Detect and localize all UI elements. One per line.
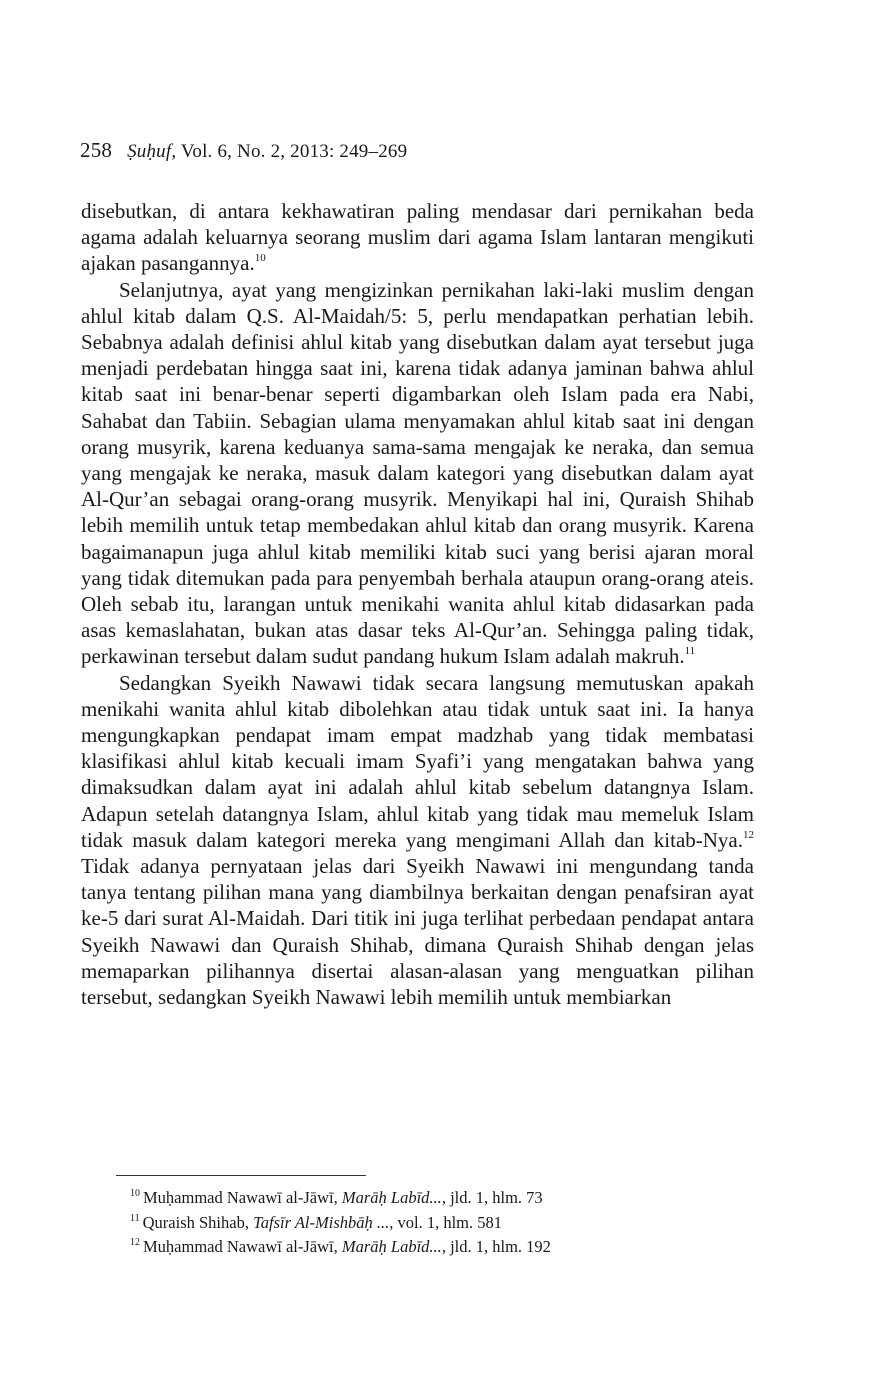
paragraph-1 bbox=[81, 198, 754, 277]
footnote-author: Quraish Shihab, bbox=[142, 1212, 249, 1232]
footnote-number: 11 bbox=[130, 1212, 140, 1224]
paragraph-2 bbox=[81, 277, 754, 670]
footnote-ref-11[interactable]: 11 bbox=[684, 645, 696, 658]
page-number: 258 bbox=[80, 138, 113, 162]
footnote-locator: , jld. 1, hlm. 192 bbox=[441, 1237, 551, 1256]
paragraph-text: Sedangkan Syeikh Nawawi tidak secara langsung memutuskan apakah menikahi wanita ahlul kitab dibolehkan atau tidak untuk saat ini. Ia hanya mengungkapkan pendapat imam empat madzhab yang tidak membatasi klasifikasi ahlul kitab kecuali imam Syafi’i yang mengatakan bahwa yang dimaksudkan dalam ayat ini adalah ahlul kitab sebelum datangnya Islam. Adapun setelah datangnya Islam, ahlul kitab yang tidak mau memeluk Islam tidak masuk dalam kategori mereka yang mengimani Allah dan kitab-Nya. bbox=[81, 670, 754, 852]
issue-info: Vol. 6, No. 2, 2013: 249–269 bbox=[180, 141, 408, 162]
paragraph-3 bbox=[81, 670, 754, 1011]
paragraph-text: Selanjutnya, ayat yang mengizinkan pernikahan laki-laki muslim dengan ahlul kitab dalam Q.S. Al-Maidah/5: 5, perlu mendapatkan perhatian lebih. Sebabnya adalah definisi ahlul kitab yang disebutkan dalam ayat tersebut juga menjadi perdebatan hingga saat ini, karena tidak adanya jaminan bahwa ahlul kitab saat ini benar-benar seperti digambarkan oleh Islam pada era Nabi, Sahabat dan Tabiin. Sebagian ulama menyamakan ahlul kitab saat ini dengan orang musyrik, karena keduanya sama-sama mengajak ke neraka, dan semua yang mengajak ke neraka, masuk dalam kategori yang disebutkan dalam ayat Al-Qur’an sebagai orang-orang musyrik. Menyikapi hal ini, Quraish Shihab lebih memilih untuk tetap membedakan ahlul kitab dan orang musyrik. Karena bagaimanapun juga ahlul kitab memiliki kitab suci yang berisi ajaran moral yang tidak ditemukan pada para penyembah berhala ataupun orang-orang ateis. Oleh sebab itu, larangan untuk menikahi wanita ahlul kitab didasarkan pada asas kemaslahatan, bukan atas dasar teks Al-Qur’an. Sehingga paling tidak, perkawinan tersebut dalam sudut pandang hukum Islam adalah makruh. bbox=[81, 277, 754, 669]
footnote-number: 12 bbox=[130, 1237, 140, 1248]
footnote-number: 10 bbox=[130, 1188, 140, 1199]
footnote-ref-10[interactable]: 10 bbox=[254, 252, 266, 265]
footnote-title: Marāḥ Labīd... bbox=[341, 1188, 442, 1207]
body-text bbox=[81, 198, 754, 1010]
paragraph-text-continued: Tidak adanya pernyataan jelas dari Syeikh Nawawi ini mengundang tanda tanya tentang pilihan mana yang diambilnya berkaitan dengan penafsiran ayat ke-5 dari surat Al-Maidah. Dari titik ini juga terlihat perbedaan pendapat antara Syeikh Nawawi dan Quraish Shihab, dimana Quraish Shihab dengan jelas memaparkan pilihannya disertai alasan-alasan yang menguatkan pilihan tersebut, sedangkan Syeikh Nawawi lebih memilih untuk membiarkan bbox=[81, 854, 754, 1010]
running-head bbox=[80, 138, 407, 163]
footnotes bbox=[130, 1186, 750, 1260]
footnote-10 bbox=[130, 1186, 750, 1211]
journal-title: Ṣuḥuf, bbox=[127, 141, 177, 162]
footnote-12 bbox=[130, 1235, 750, 1260]
footnote-ref-12[interactable]: 12 bbox=[743, 828, 754, 841]
footnote-11 bbox=[130, 1211, 750, 1236]
footnote-title: Marāḥ Labīd... bbox=[341, 1237, 442, 1256]
footnote-author: Muḥammad Nawawī al-Jāwī, bbox=[143, 1237, 338, 1256]
paragraph-text: disebutkan, di antara kekhawatiran paling mendasar dari pernikahan beda agama adalah keluarnya seorang muslim dari agama Islam lantaran mengikuti ajakan pasangannya. bbox=[81, 199, 754, 276]
footnote-author: Muḥammad Nawawī al-Jāwī, bbox=[143, 1188, 338, 1207]
footnote-divider bbox=[116, 1175, 366, 1176]
footnote-locator: , vol. 1, hlm. 581 bbox=[389, 1212, 503, 1232]
footnote-locator: , jld. 1, hlm. 73 bbox=[441, 1188, 543, 1207]
footnote-title: Tafsīr Al-Mishbāḥ ... bbox=[253, 1212, 390, 1232]
